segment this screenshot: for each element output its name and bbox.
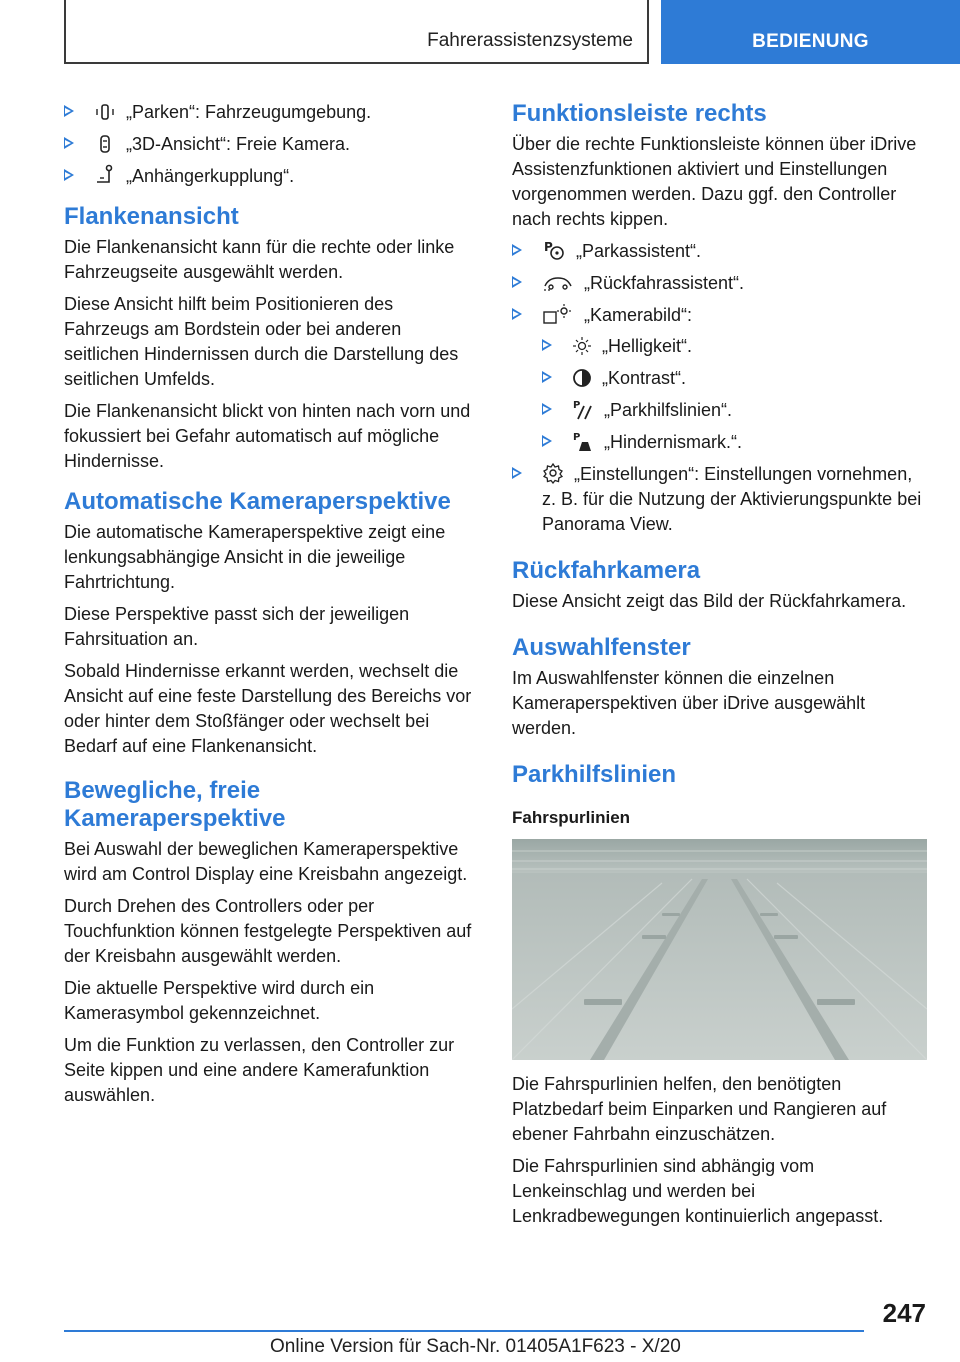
camera-image-icon: [542, 303, 574, 325]
parking-lines-icon: [572, 398, 594, 420]
camera-submenu-list: [542, 334, 927, 455]
paragraph: Diese Perspektive passt sich der jeweiligen Fahrsituation an.: [64, 604, 410, 649]
list-item-text: „Parkhilfslinien“.: [604, 400, 733, 420]
brightness-icon: [572, 336, 592, 356]
section-title-rear-camera: Rückfahrkamera: [512, 557, 701, 584]
svg-text:P: P: [544, 240, 553, 254]
header-section-box: [64, 0, 649, 64]
bullet-triangle-icon: [64, 169, 74, 181]
bullet-triangle-icon: [542, 403, 552, 415]
paragraph: Die Flankenansicht blickt von hinten nach vorn und fokussiert bei Gefahr automatisch auf mögliche Hindernisse.: [64, 401, 471, 471]
3d-view-icon: [94, 134, 116, 154]
list-item: [542, 398, 927, 423]
paragraph: Diese Ansicht zeigt das Bild der Rückfahrkamera.: [512, 591, 907, 611]
paragraph: Die automatische Kameraperspektive zeigt eine lenkungsabhängige Ansicht in die jeweilige Fahrtrichtung.: [64, 522, 446, 592]
settings-gear-icon: [542, 462, 564, 484]
lane-lines-graphic: [512, 839, 927, 1060]
bullet-triangle-icon: [512, 244, 522, 256]
left-column: [64, 100, 479, 1115]
section-title-selection-window: Auswahlfenster: [512, 634, 691, 661]
bullet-triangle-icon: [64, 105, 74, 117]
bullet-triangle-icon: [542, 435, 552, 447]
bullet-triangle-icon: [512, 308, 522, 320]
footer-version-text: Online Version für Sach-Nr. 01405A1F623 - X/20: [270, 1336, 681, 1357]
page-number: 247: [882, 1298, 926, 1328]
lane-lines-illustration: [512, 839, 927, 1060]
park-assistant-icon: [542, 239, 566, 261]
paragraph: Die Fahrspurlinien helfen, den benötigten Platzbedarf beim Einparken und Rangieren auf ebener Fahrbahn einzuschätzen.: [512, 1074, 887, 1144]
paragraph: Die aktuelle Perspektive wird durch ein Kamerasymbol gekennzeichnet.: [64, 978, 375, 1023]
paragraph: Sobald Hindernisse erkannt werden, wechselt die Ansicht auf eine feste Darstellung des Bereichs vor oder hinter dem Stoßfänger oder wechselt bei Bedarf auf eine Flankenansicht.: [64, 661, 472, 756]
list-item-text: „Hindernismark.“.: [604, 432, 743, 452]
header-tab-label: BEDIENUNG: [752, 31, 869, 52]
paragraph: Die Flankenansicht kann für die rechte oder linke Fahrzeugseite ausgewählt werden.: [64, 237, 455, 282]
list-item: [512, 239, 927, 264]
list-item-text: „Anhängerkupplung“.: [126, 166, 295, 186]
svg-text:P: P: [573, 400, 581, 411]
list-item: [542, 430, 927, 455]
reverse-assistant-icon: [542, 273, 574, 293]
header-section-title: Fahrerassistenzsysteme: [427, 30, 633, 51]
section-title-auto-perspective: Automatische Kameraperspektive: [64, 488, 451, 515]
list-item: [512, 271, 927, 296]
paragraph: Bei Auswahl der beweglichen Kameraperspektive wird am Control Display eine Kreisbahn angezeigt.: [64, 839, 468, 884]
bullet-triangle-icon: [512, 276, 522, 288]
list-item: [64, 132, 479, 157]
list-item: [512, 303, 927, 455]
header-tab: [661, 0, 960, 64]
bullet-triangle-icon: [512, 467, 522, 479]
paragraph: Über die rechte Funktionsleiste können über iDrive Assistenzfunktionen aktiviert und Einstellungen vorgenommen werden. Dazu ggf. den Controller nach rechts kippen.: [512, 134, 917, 229]
list-item: [542, 366, 927, 391]
section-title-free-perspective: Bewegliche, freie Kameraperspektive: [64, 777, 286, 832]
section-title-function-bar: Funktionsleiste rechts: [512, 100, 767, 127]
paragraph: Durch Drehen des Controllers oder per Touchfunktion können festgelegte Perspektiven auf der Kreisbahn ausgewählt werden.: [64, 896, 472, 966]
list-item: [512, 462, 927, 537]
list-item: [64, 100, 479, 125]
list-item: [64, 164, 479, 189]
paragraph: Diese Ansicht hilft beim Positionieren des Fahrzeugs am Bordstein oder bei anderen seitlichen Hindernissen durch die Darstellung des seitlichen Umfelds.: [64, 294, 459, 389]
section-title-flank-view: Flankenansicht: [64, 203, 239, 230]
paragraph: Die Fahrspurlinien sind abhängig vom Lenkeinschlag und werden bei Lenkradbewegungen kontinuierlich angepasst.: [512, 1156, 884, 1226]
parking-view-icon: [94, 102, 116, 122]
list-item-text: „Helligkeit“.: [602, 336, 693, 356]
bullet-triangle-icon: [542, 371, 552, 383]
paragraph: Im Auswahlfenster können die einzelnen Kameraperspektiven über iDrive ausgewählt werden.: [512, 668, 866, 738]
section-title-parking-lines: Parkhilfslinien: [512, 761, 677, 788]
subsection-title-lane-lines: Fahrspurlinien: [512, 808, 631, 827]
paragraph: Um die Funktion zu verlassen, den Controller zur Seite kippen und eine andere Kamerafunktion auswählen.: [64, 1035, 455, 1105]
list-item-text: „3D-Ansicht“: Freie Kamera.: [126, 134, 351, 154]
obstacle-marking-icon: [572, 430, 594, 452]
list-item-text: „Parken“: Fahrzeugumgebung.: [126, 102, 372, 122]
list-item: [542, 334, 927, 359]
contrast-icon: [572, 368, 592, 388]
bullet-triangle-icon: [542, 339, 552, 351]
list-item-text: „Kontrast“.: [602, 368, 687, 388]
trailer-hitch-icon: [94, 164, 116, 186]
list-item-text: „Parkassistent“.: [576, 241, 702, 261]
list-item-text: „Rückfahrassistent“.: [584, 273, 745, 293]
list-item-text: „Kamerabild“:: [584, 305, 693, 325]
view-options-list: [64, 100, 479, 189]
svg-text:P: P: [573, 432, 581, 443]
bullet-triangle-icon: [64, 137, 74, 149]
function-bar-list: [512, 239, 927, 537]
list-item-text: „Einstellungen“: Einstellungen vornehmen, z. B. für die Nutzung der Aktivierungspunkte bei Panorama View.: [542, 464, 922, 534]
footer-divider: [64, 1330, 864, 1332]
right-column: [512, 100, 927, 1236]
